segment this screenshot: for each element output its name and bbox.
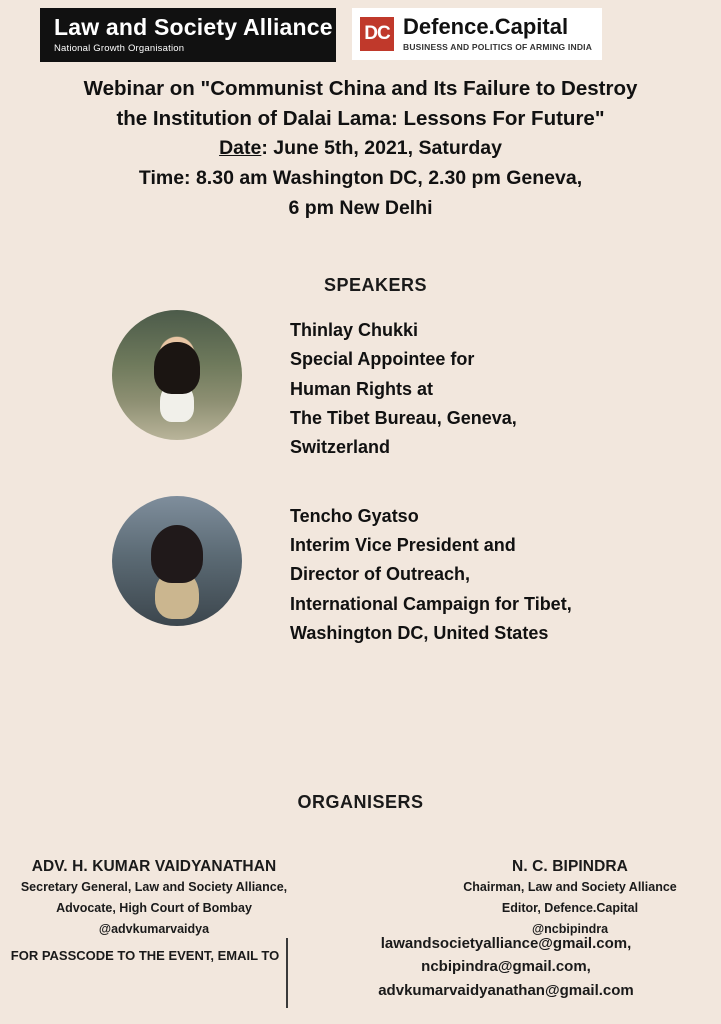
organiser-left-handle: @advkumarvaidya bbox=[98, 921, 210, 936]
speaker-2-line-4: International Campaign for Tibet, bbox=[290, 593, 572, 614]
date-value: : June 5th, 2021, Saturday bbox=[261, 136, 502, 159]
logo-row bbox=[0, 0, 721, 62]
lsa-logo-subtitle: National Growth Organisation bbox=[54, 43, 185, 55]
dc-logo-name: Defence.Capital bbox=[403, 13, 569, 39]
webinar-title-line-2: the Institution of Dalai Lama: Lessons For Future" bbox=[116, 106, 605, 130]
organiser-photo-kumar-vaidyanathan bbox=[118, 778, 190, 850]
dc-logo-tagline: BUSINESS AND POLITICS OF ARMING INDIA bbox=[403, 41, 593, 52]
organiser-left bbox=[4, 778, 304, 938]
defence-capital-logo bbox=[352, 8, 602, 60]
dc-logo-text bbox=[403, 13, 593, 52]
event-time-line-1: Time: 8.30 am Washington DC, 2.30 pm Geneva, bbox=[138, 166, 583, 189]
organisers-heading: ORGANISERS bbox=[297, 792, 424, 812]
speaker-2-line-2: Interim Vice President and bbox=[290, 535, 516, 556]
speaker-photo-tencho-gyatso bbox=[112, 496, 242, 626]
speaker-item-2 bbox=[0, 496, 721, 648]
event-date bbox=[24, 133, 697, 163]
organiser-right-name: N. C. BIPINDRA bbox=[512, 858, 628, 875]
contact-emails bbox=[296, 932, 716, 1002]
speaker-2-line-1: Tencho Gyatso bbox=[290, 506, 419, 527]
speaker-1-line-1: Thinlay Chukki bbox=[290, 320, 419, 341]
speaker-1-line-3: Human Rights at bbox=[290, 378, 434, 399]
passcode-note: FOR PASSCODE TO THE EVENT, EMAIL TO bbox=[10, 948, 280, 963]
event-time-line-2: 6 pm New Delhi bbox=[288, 197, 433, 220]
date-label: Date bbox=[219, 136, 262, 159]
speakers-heading: SPEAKERS bbox=[323, 275, 428, 296]
contact-email-line-2: ncbipindra@gmail.com, advkumarvaidyanathan@gmail.com bbox=[378, 958, 634, 999]
lsa-logo-title: Law and Society Alliance bbox=[54, 14, 333, 40]
speaker-details-2 bbox=[290, 496, 572, 648]
speaker-1-line-5: Switzerland bbox=[290, 436, 391, 457]
contact-email-line-1: lawandsocietyalliance@gmail.com, bbox=[380, 935, 632, 952]
speaker-1-line-2: Special Appointee for bbox=[290, 349, 475, 370]
speaker-details-1 bbox=[290, 310, 517, 462]
speaker-item-1 bbox=[0, 310, 721, 462]
speaker-1-line-4: The Tibet Bureau, Geneva, bbox=[290, 407, 517, 428]
organiser-right-handle: @ncbipindra bbox=[531, 921, 609, 936]
organiser-right-role-1: Chairman, Law and Society Alliance bbox=[463, 880, 677, 894]
speaker-2-line-3: Director of Outreach, bbox=[290, 564, 471, 585]
dc-monogram-icon: DC bbox=[360, 17, 394, 51]
law-and-society-alliance-logo bbox=[40, 8, 336, 62]
organiser-left-name: ADV. H. KUMAR VAIDYANATHAN bbox=[31, 858, 277, 875]
footer-divider bbox=[286, 938, 288, 1008]
speaker-2-line-5: Washington DC, United States bbox=[290, 622, 549, 643]
organiser-right-role-2: Editor, Defence.Capital bbox=[501, 900, 639, 915]
webinar-title-line-1: Webinar on "Communist China and Its Failure to Destroy bbox=[83, 77, 638, 101]
organiser-left-role-2: Advocate, High Court of Bombay bbox=[56, 900, 252, 915]
organiser-photo-nc-bipindra bbox=[534, 778, 606, 850]
speaker-photo-thinlay-chukki bbox=[112, 310, 242, 440]
organiser-left-role-1: Secretary General, Law and Society Alliance, bbox=[20, 880, 288, 894]
title-block bbox=[0, 74, 721, 223]
organiser-right bbox=[420, 778, 720, 938]
